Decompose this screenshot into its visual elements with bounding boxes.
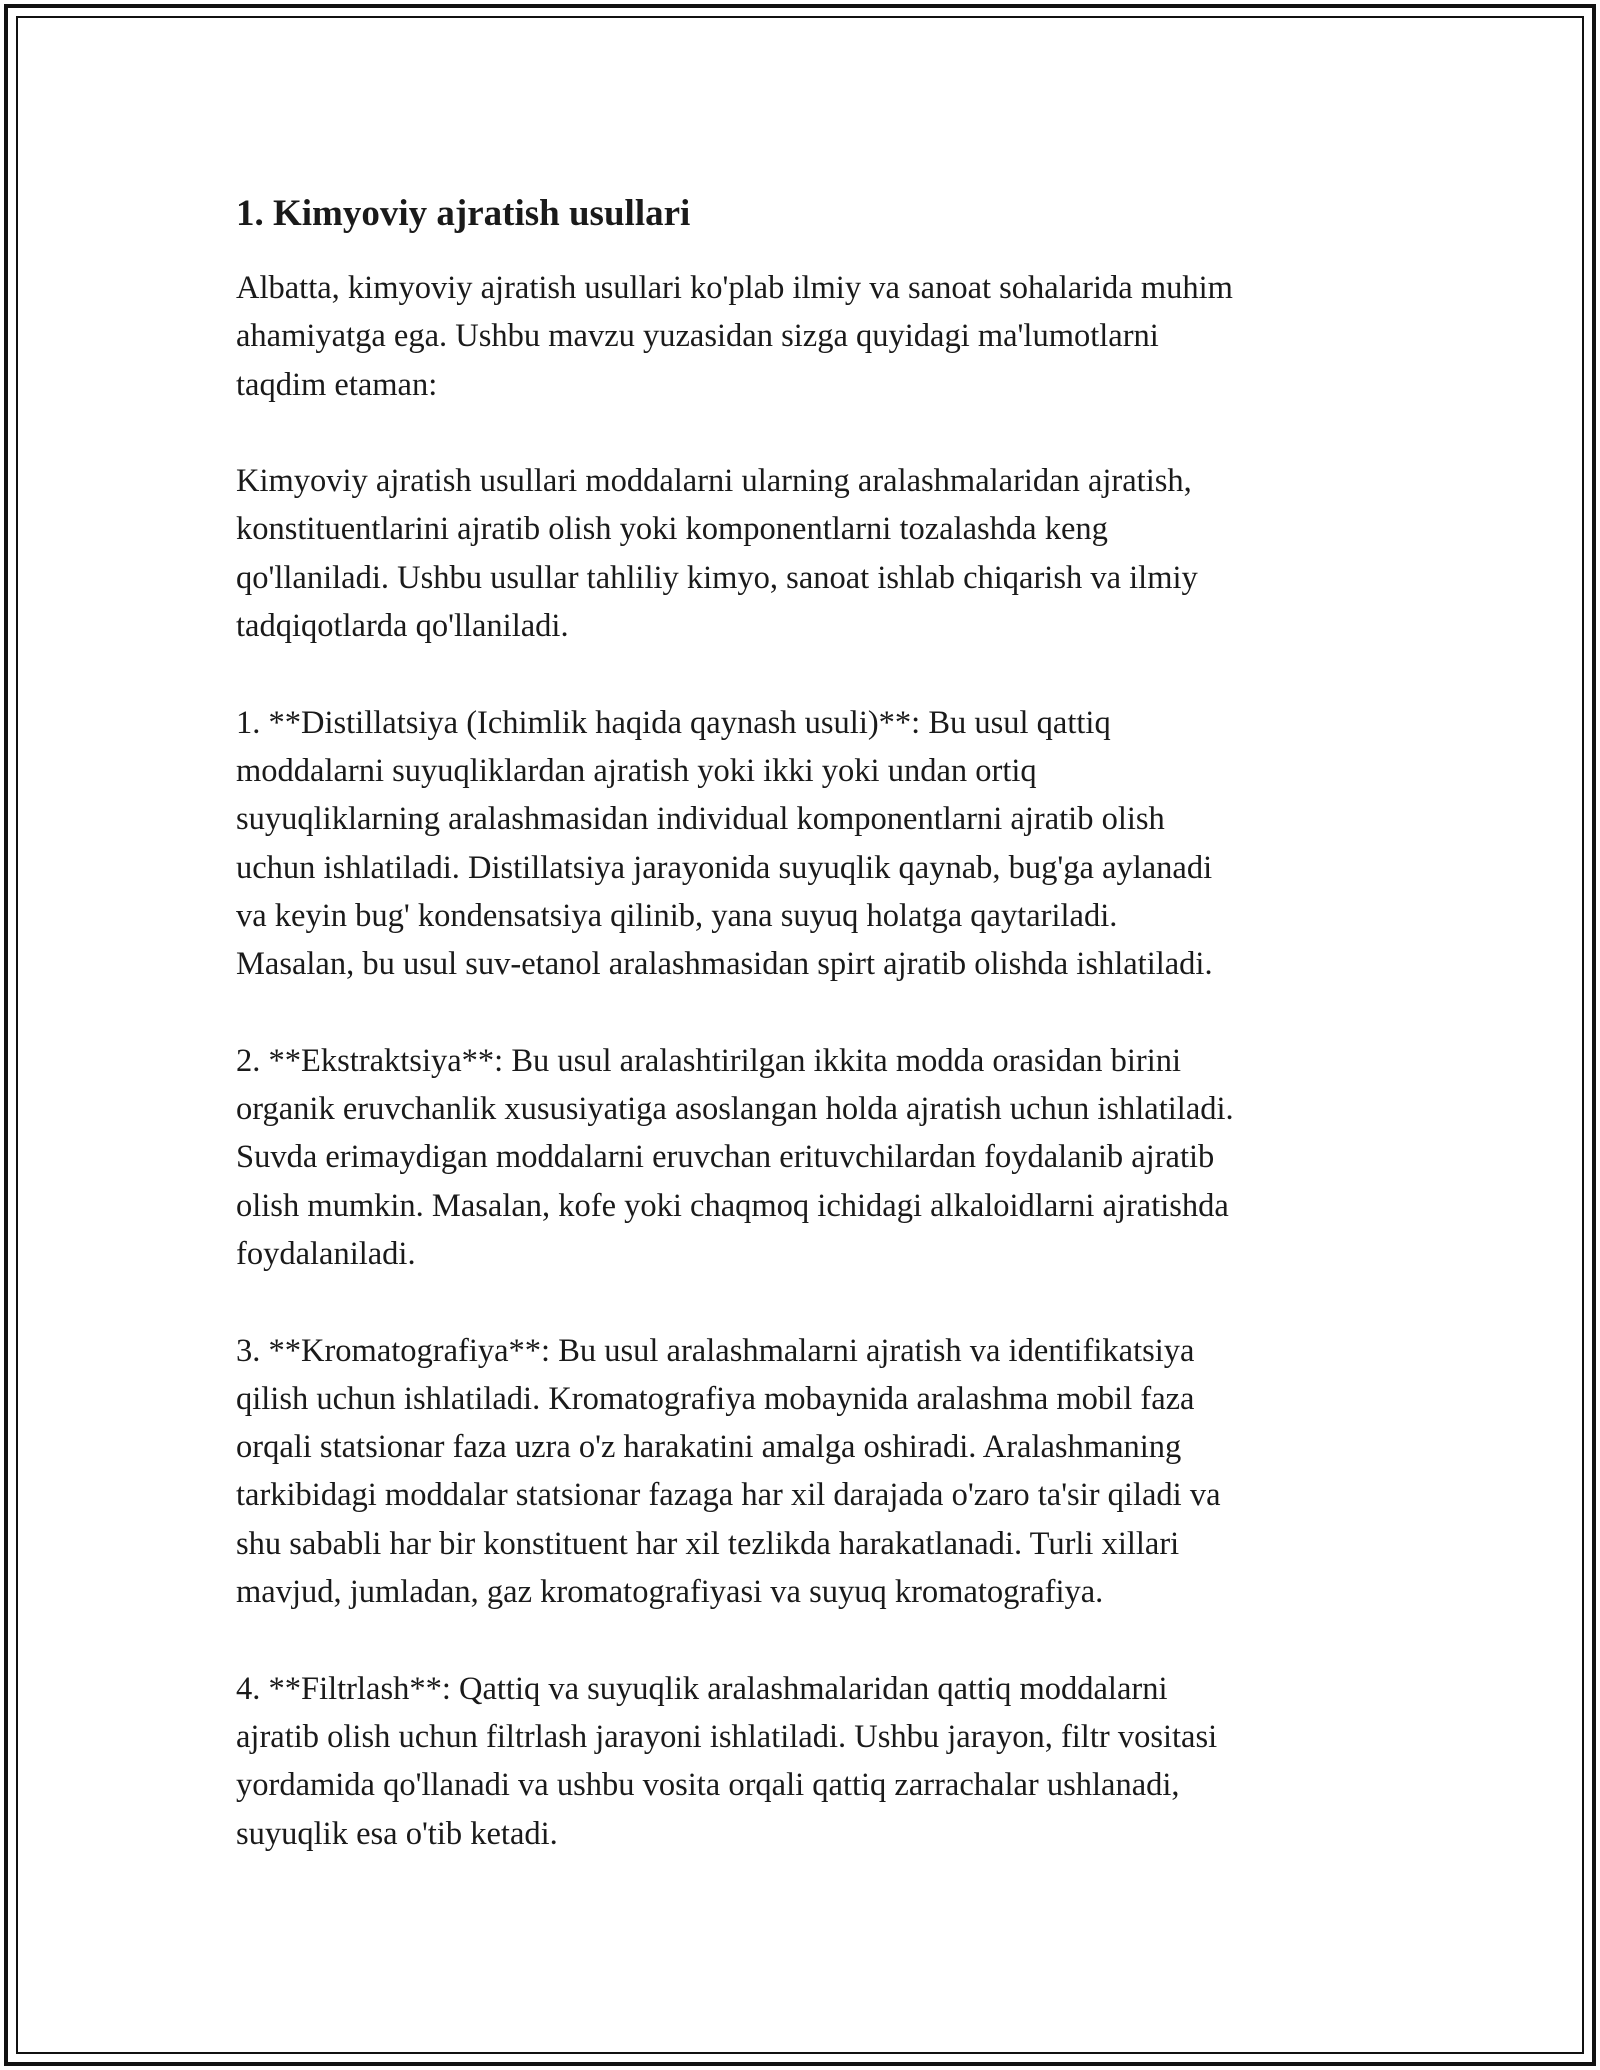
paragraph-overview: Kimyoviy ajratish usullari moddalarni ularning aralashmalaridan ajratish, konstituentlarini ajratib olish yoki komponentlarni tozalashda keng qo'llaniladi. Ushbu usullar tahliliy kimyo, sanoat ishlab chiqarish va ilmiy tadqiqotlarda qo'llaniladi. — [236, 463, 1198, 645]
document-body — [236, 186, 1386, 1858]
paragraph-filtration: 4. **Filtrlash**: Qattiq va suyuqlik aralashmalaridan qattiq moddalarni ajratib olish uchun filtrlash jarayoni ishlatiladi. Ushbu jarayon, filtr vositasi yordamida qo'llanadi va ushbu vosita orqali qattiq zarrachalar ushlanadi, suyuqlik esa o'tib ketadi. — [236, 1670, 1218, 1852]
paragraph-intro: Albatta, kimyoviy ajratish usullari ko'plab ilmiy va sanoat sohalarida muhim ahamiyatga ega. Ushbu mavzu yuzasidan sizga quyidagi ma'lumotlarni taqdim etaman: — [236, 270, 1233, 403]
document-title: 1. Kimyoviy ajratish usullari — [236, 193, 691, 234]
paragraph-extraction: 2. **Ekstraktsiya**: Bu usul aralashtirilgan ikkita modda orasidan birini organik eruvchanlik xususiyatiga asoslangan holda ajratish uchun ishlatiladi. Suvda erimaydigan moddalarni eruvchan erituvchilardan foydalanib ajratib olish mumkin. Masalan, kofe yoki chaqmoq ichidagi alkaloidlarni ajratishda foydalaniladi. — [236, 1042, 1234, 1272]
paragraph-chromatography: 3. **Kromatografiya**: Bu usul aralashmalarni ajratish va identifikatsiya qilish uchun ishlatiladi. Kromatografiya mobaynida aralashma mobil faza orqali statsionar faza uzra o'z harakatini amalga oshiradi. Aralashmaning tarkibidagi moddalar statsionar fazaga har xil darajada o'zaro ta'sir qiladi va shu sababli har bir konstituent har xil tezlikda harakatlanadi. Turli xillari mavjud, jumladan, gaz kromatografiyasi va suyuq kromatografiya. — [236, 1332, 1221, 1611]
paragraph-distillation: 1. **Distillatsiya (Ichimlik haqida qaynash usuli)**: Bu usul qattiq moddalarni suyuqliklardan ajratish yoki ikki yoki undan ortiq suyuqliklarning aralashmasidan individual komponentlarni ajratib olish uchun ishlatiladi. Distillatsiya jarayonida suyuqlik qaynab, bug'ga aylanadi va keyin bug' kondensatsiya qilinib, yana suyuq holatga qaytariladi. Masalan, bu usul suv-etanol aralashmasidan spirt ajratib olishda ishlatiladi. — [236, 704, 1213, 983]
